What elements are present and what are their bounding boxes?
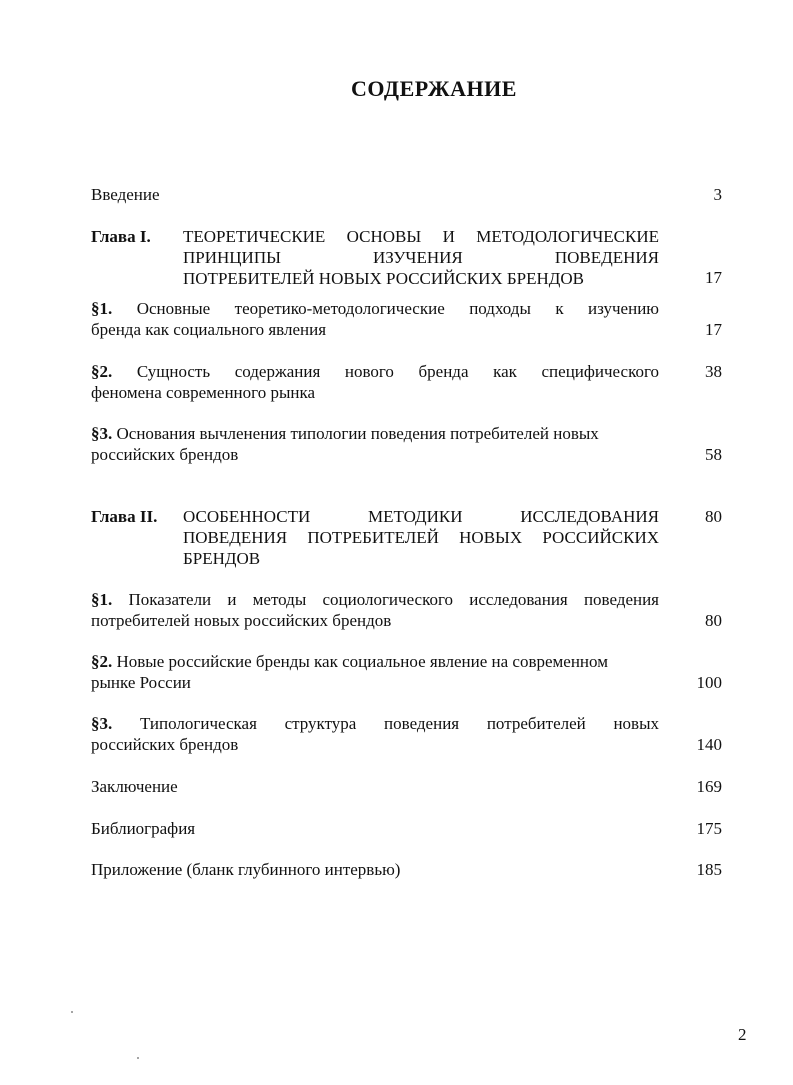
section-line: §1. Основные теоретико-методологические подходы к изучению xyxy=(91,299,659,318)
page-number: 2 xyxy=(738,1025,747,1044)
chapter-title-line: ПОВЕДЕНИЯ ПОТРЕБИТЕЛЕЙ НОВЫХ РОССИЙСКИХ xyxy=(183,528,659,547)
toc-page-number: 38 xyxy=(705,362,722,381)
toc-section-2-1[interactable] xyxy=(91,589,659,631)
page-title: СОДЕРЖАНИЕ xyxy=(351,76,517,101)
toc-page-number: 100 xyxy=(696,673,722,692)
section-line: §3. Основания вычленения типологии поведения потребителей новых xyxy=(91,424,599,443)
chapter-label: Глава I. xyxy=(91,227,151,246)
toc-entry-appendix[interactable] xyxy=(91,859,659,880)
section-line: феномена современного рынка xyxy=(91,383,316,402)
toc-page-number: 17 xyxy=(705,268,722,287)
section-number: §1. xyxy=(91,590,113,609)
toc-page-number: 17 xyxy=(705,320,722,339)
section-line: потребителей новых российских брендов xyxy=(91,611,392,630)
scan-speck xyxy=(137,1057,139,1059)
section-line: бренда как социального явления xyxy=(91,320,327,339)
toc-page-number: 58 xyxy=(705,445,722,464)
toc-section-1-3[interactable] xyxy=(91,423,659,465)
toc-page-number: 169 xyxy=(696,777,722,796)
toc-page-number: 140 xyxy=(696,735,722,754)
section-number: §1. xyxy=(91,299,113,318)
toc-page-number: 80 xyxy=(705,611,722,630)
toc-section-1-2[interactable] xyxy=(91,361,659,403)
chapter-title-line: БРЕНДОВ xyxy=(183,549,261,568)
toc-page-number: 3 xyxy=(713,185,722,204)
toc-entry-label: Приложение (бланк глубинного интервью) xyxy=(91,860,401,879)
toc-page-number: 80 xyxy=(705,507,722,526)
toc-entry-intro[interactable] xyxy=(91,184,659,205)
toc-entry-conclusion[interactable] xyxy=(91,776,659,797)
chapter-title xyxy=(183,506,659,569)
toc-entry-label: Библиография xyxy=(91,819,196,838)
toc-chapter-1[interactable] xyxy=(91,226,659,289)
section-number: §2. xyxy=(91,362,113,381)
chapter-label: Глава II. xyxy=(91,507,158,526)
toc-page-number: 185 xyxy=(696,860,722,879)
toc-section-2-3[interactable] xyxy=(91,713,659,755)
section-number: §2. xyxy=(91,652,113,671)
section-line: §2. Сущность содержания нового бренда как специфического xyxy=(91,362,660,381)
toc-section-2-2[interactable] xyxy=(91,651,659,693)
chapter-title xyxy=(183,226,659,289)
section-line: российских брендов xyxy=(91,445,239,464)
chapter-title-line: ПРИНЦИПЫ ИЗУЧЕНИЯ ПОВЕДЕНИЯ xyxy=(183,248,659,267)
toc-chapter-2[interactable] xyxy=(91,506,659,569)
chapter-title-line: ПОТРЕБИТЕЛЕЙ НОВЫХ РОССИЙСКИХ БРЕНДОВ xyxy=(183,269,584,288)
section-number: §3. xyxy=(91,714,113,733)
scan-speck xyxy=(71,1011,73,1013)
chapter-title-line: ОСОБЕННОСТИ МЕТОДИКИ ИССЛЕДОВАНИЯ xyxy=(183,507,659,526)
toc-page-number: 175 xyxy=(696,819,722,838)
section-line: §1. Показатели и методы социологического исследования поведения xyxy=(91,590,659,609)
section-number: §3. xyxy=(91,424,113,443)
toc-entry-label: Введение xyxy=(91,185,160,204)
toc-entry-label: Заключение xyxy=(91,777,178,796)
section-line: российских брендов xyxy=(91,735,239,754)
section-line: рынке России xyxy=(91,673,191,692)
toc-section-1-1[interactable] xyxy=(91,298,659,340)
chapter-title-line: ТЕОРЕТИЧЕСКИЕ ОСНОВЫ И МЕТОДОЛОГИЧЕСКИЕ xyxy=(183,227,659,246)
section-line: §2. Новые российские бренды как социальное явление на современном xyxy=(91,652,608,671)
toc-entry-bibliography[interactable] xyxy=(91,818,659,839)
section-line: §3. Типологическая структура поведения потребителей новых xyxy=(91,714,659,733)
